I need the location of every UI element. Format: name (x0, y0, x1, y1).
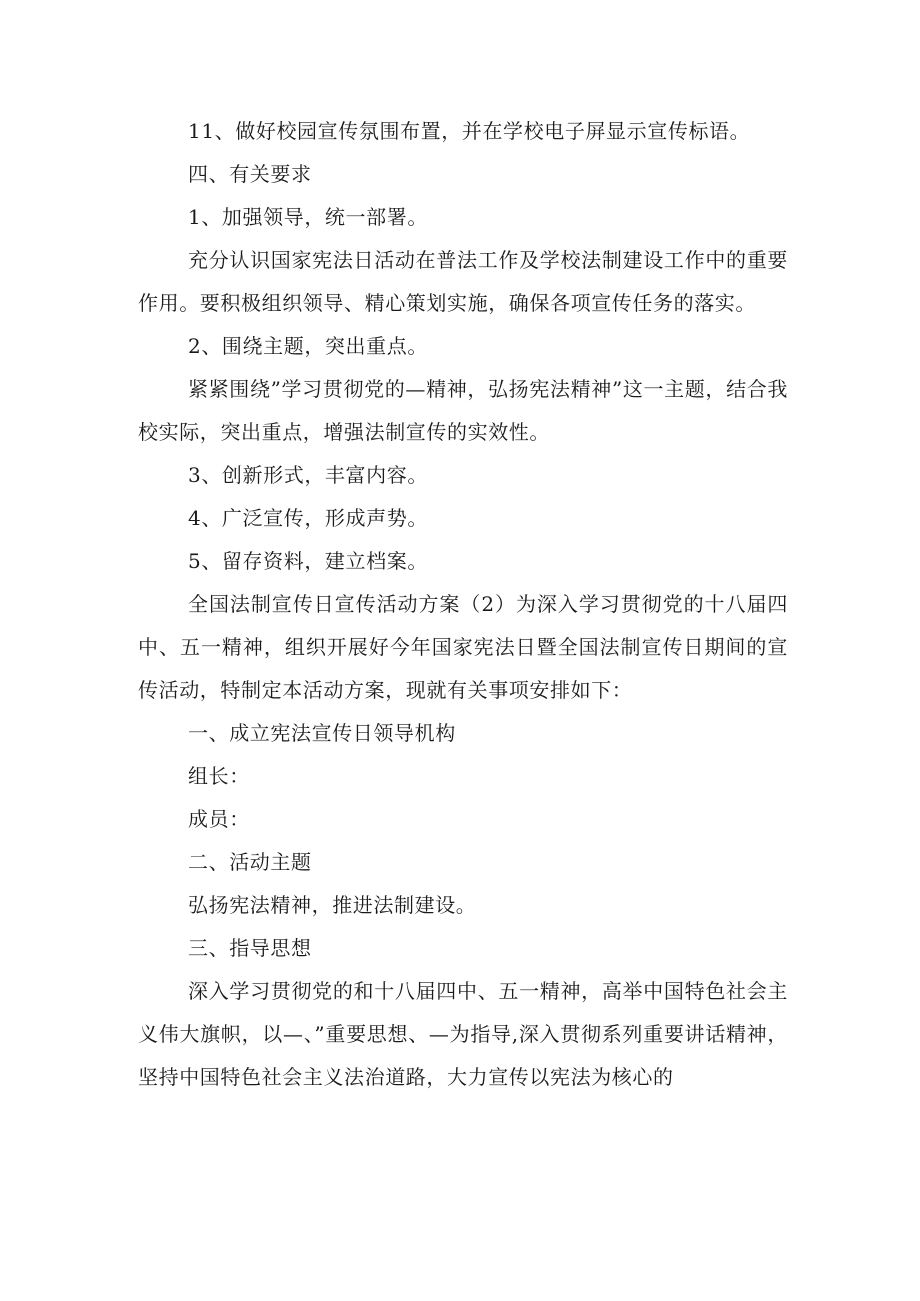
requirement-5-heading: 5、留存资料，建立档案。 (188, 549, 428, 573)
members-label: 成员： (188, 807, 250, 831)
section-heading-theme: 二、活动主题 (188, 850, 312, 874)
guiding-thought-body: 深入学习贯彻党的和十八届四中、五一精神，高举中国特色社会主义伟大旗帜，以—、”重要思想、—为指导,深入贯彻系列重要讲话精神，坚持中国特色社会主义法治道路，大力宣传以宪法为核心的 (138, 979, 788, 1089)
leader-label: 组长： (188, 764, 250, 788)
section-heading-requirements: 四、有关要求 (188, 162, 312, 186)
requirement-4-heading: 4、广泛宣传，形成声势。 (188, 506, 428, 530)
document-page (138, 110, 788, 1099)
theme-body: 弘扬宪法精神，推进法制建设。 (188, 893, 477, 917)
requirement-1-body: 充分认识国家宪法日活动在普法工作及学校法制建设工作中的重要作用。要积极组织领导、精心策划实施，确保各项宣传任务的落实。 (138, 248, 788, 315)
requirement-3-heading: 3、创新形式，丰富内容。 (188, 463, 428, 487)
requirement-2-body: 紧紧围绕”学习贯彻党的—精神，弘扬宪法精神”这一主题，结合我校实际，突出重点，增强法制宣传的实效性。 (138, 377, 788, 444)
requirement-2-heading: 2、围绕主题，突出重点。 (188, 334, 428, 358)
section-heading-leadership: 一、成立宪法宣传日领导机构 (188, 721, 456, 745)
requirement-1-heading: 1、加强领导，统一部署。 (188, 205, 428, 229)
list-item-11: 11、做好校园宣传氛围布置，并在学校电子屏显示宣传标语。 (188, 119, 751, 143)
plan-2-intro: 全国法制宣传日宣传活动方案（2）为深入学习贯彻党的十八届四中、五一精神，组织开展好今年国家宪法日暨全国法制宣传日期间的宣传活动，特制定本活动方案，现就有关事项安排如下： (138, 592, 788, 702)
section-heading-guiding-thought: 三、指导思想 (188, 936, 312, 960)
